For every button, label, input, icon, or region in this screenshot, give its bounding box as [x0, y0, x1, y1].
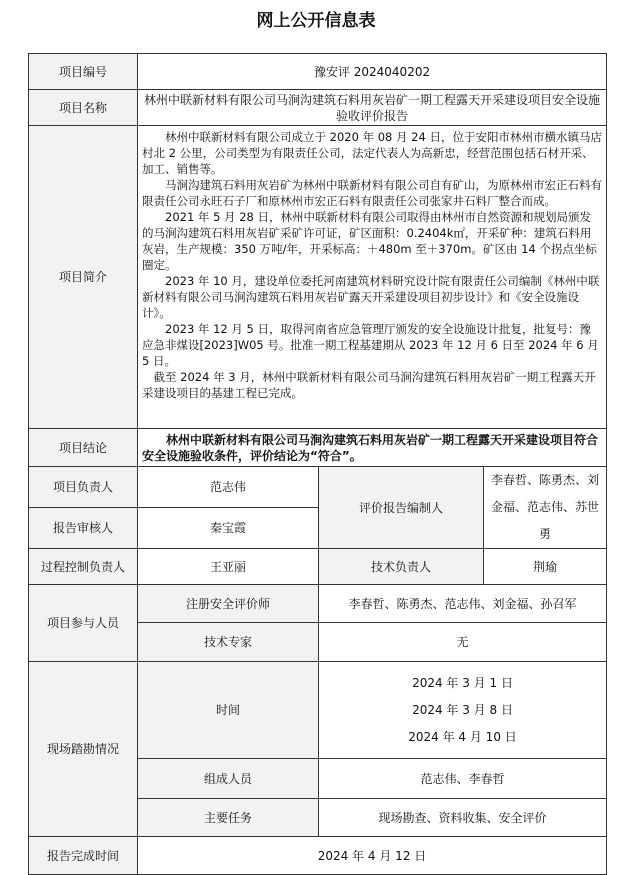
site-dates — [319, 662, 607, 759]
site-date-3: 2024 年 4 月 10 日 — [408, 729, 517, 744]
project-no-value: 豫安评 2024040202 — [138, 54, 607, 90]
reviewer-label: 报告审核人 — [29, 508, 138, 549]
site-tasks-label: 主要任务 — [138, 799, 319, 837]
project-no-label: 项目编号 — [29, 54, 138, 90]
page-title: 网上公开信息表 — [256, 11, 376, 31]
reviewer-value: 秦宝霞 — [138, 508, 319, 549]
intro-paragraph-6: 截至 2024 年 3 月，林州中联新材料有限公司马涧沟建筑石料用灰岩矿一期工程露天开采建设项目的基建工程已完成。 — [142, 370, 596, 400]
project-name-value: 林州中联新材料有限公司马涧沟建筑石料用灰岩矿一期工程露天开采建设项目安全设施验收评价报告 — [138, 90, 607, 126]
tech-lead-label: 技术负责人 — [319, 549, 484, 585]
row-evaluators — [29, 585, 607, 623]
row-process — [29, 549, 607, 585]
intro-paragraph-4: 2023 年 10 月，建设单位委托河南建筑材料研究设计院有限责任公司编制《林州中联新材料有限公司马涧沟建筑石料用灰岩矿露天开采建设项目初步设计》和《安全设施设计》。 — [142, 274, 600, 320]
info-table — [28, 53, 607, 875]
row-conclusion — [29, 429, 607, 467]
row-site-time — [29, 662, 607, 759]
site-date-2: 2024 年 3 月 8 日 — [412, 702, 513, 717]
completion-value: 2024 年 4 月 12 日 — [138, 837, 607, 875]
tech-lead-value: 荆瑜 — [484, 549, 607, 585]
site-label: 现场踏勘情况 — [29, 662, 138, 837]
intro-paragraph-5: 2023 年 12 月 5 日，取得河南省应急管理厅颁发的安全设施设计批复，批复号：豫应急非煤设[2023]W05 号。批准一期工程基建期从 2023 年 12 月 6 日至 2024 年 6 月 5 日。 — [142, 322, 599, 368]
authors-value: 李春哲、陈勇杰、刘金福、范志伟、苏世勇 — [484, 467, 607, 549]
row-leader — [29, 467, 607, 508]
intro-label: 项目简介 — [29, 126, 138, 429]
intro-paragraph-2: 马涧沟建筑石料用灰岩矿为林州中联新材料有限公司自有矿山，为原林州市宏正石料有限责任公司永旺石子厂和原林州市宏正石料有限责任公司张家井石料厂整合而成。 — [142, 178, 602, 208]
intro-text — [138, 126, 607, 429]
authors-label: 评价报告编制人 — [319, 467, 484, 549]
conclusion-label: 项目结论 — [29, 429, 138, 467]
site-tasks-value: 现场勘查、资料收集、安全评价 — [319, 799, 607, 837]
experts-value: 无 — [319, 623, 607, 662]
site-members-value: 范志伟、李春哲 — [319, 759, 607, 799]
experts-label: 技术专家 — [138, 623, 319, 662]
participants-label: 项目参与人员 — [29, 585, 138, 662]
site-date-1: 2024 年 3 月 1 日 — [412, 675, 513, 690]
leader-label: 项目负责人 — [29, 467, 138, 508]
row-project-no — [29, 54, 607, 90]
site-time-label: 时间 — [138, 662, 319, 759]
evaluators-value: 李春哲、陈勇杰、范志伟、刘金福、孙召军 — [319, 585, 607, 623]
row-intro — [29, 126, 607, 429]
evaluators-label: 注册安全评价师 — [138, 585, 319, 623]
conclusion-value: 林州中联新材料有限公司马涧沟建筑石料用灰岩矿一期工程露天开采建设项目符合安全设施验收条件，评价结论为“符合”。 — [138, 429, 607, 467]
row-project-name — [29, 90, 607, 126]
intro-paragraph-3: 2021 年 5 月 28 日，林州中联新材料有限公司取得由林州市自然资源和规划局颁发的马涧沟建筑石料用灰岩矿采矿许可证，矿区面积：0.2404k㎡，开采矿种：建筑石料用灰岩，生产规模：350 万吨/年，开采标高：＋480m 至＋370m。矿区由 14 个拐点坐标圈定。 — [142, 210, 597, 272]
leader-value: 范志伟 — [138, 467, 319, 508]
completion-label: 报告完成时间 — [29, 837, 138, 875]
site-members-label: 组成人员 — [138, 759, 319, 799]
process-value: 王亚丽 — [138, 549, 319, 585]
process-label: 过程控制负责人 — [29, 549, 138, 585]
row-completion — [29, 837, 607, 875]
intro-paragraph-1: 林州中联新材料有限公司成立于 2020 年 08 月 24 日，位于安阳市林州市横水镇马店村北 2 公里，公司类型为有限责任公司，法定代表人为高新忠，经营范围包括石材开采、加工、销售等。 — [142, 130, 602, 176]
project-name-label: 项目名称 — [29, 90, 138, 126]
